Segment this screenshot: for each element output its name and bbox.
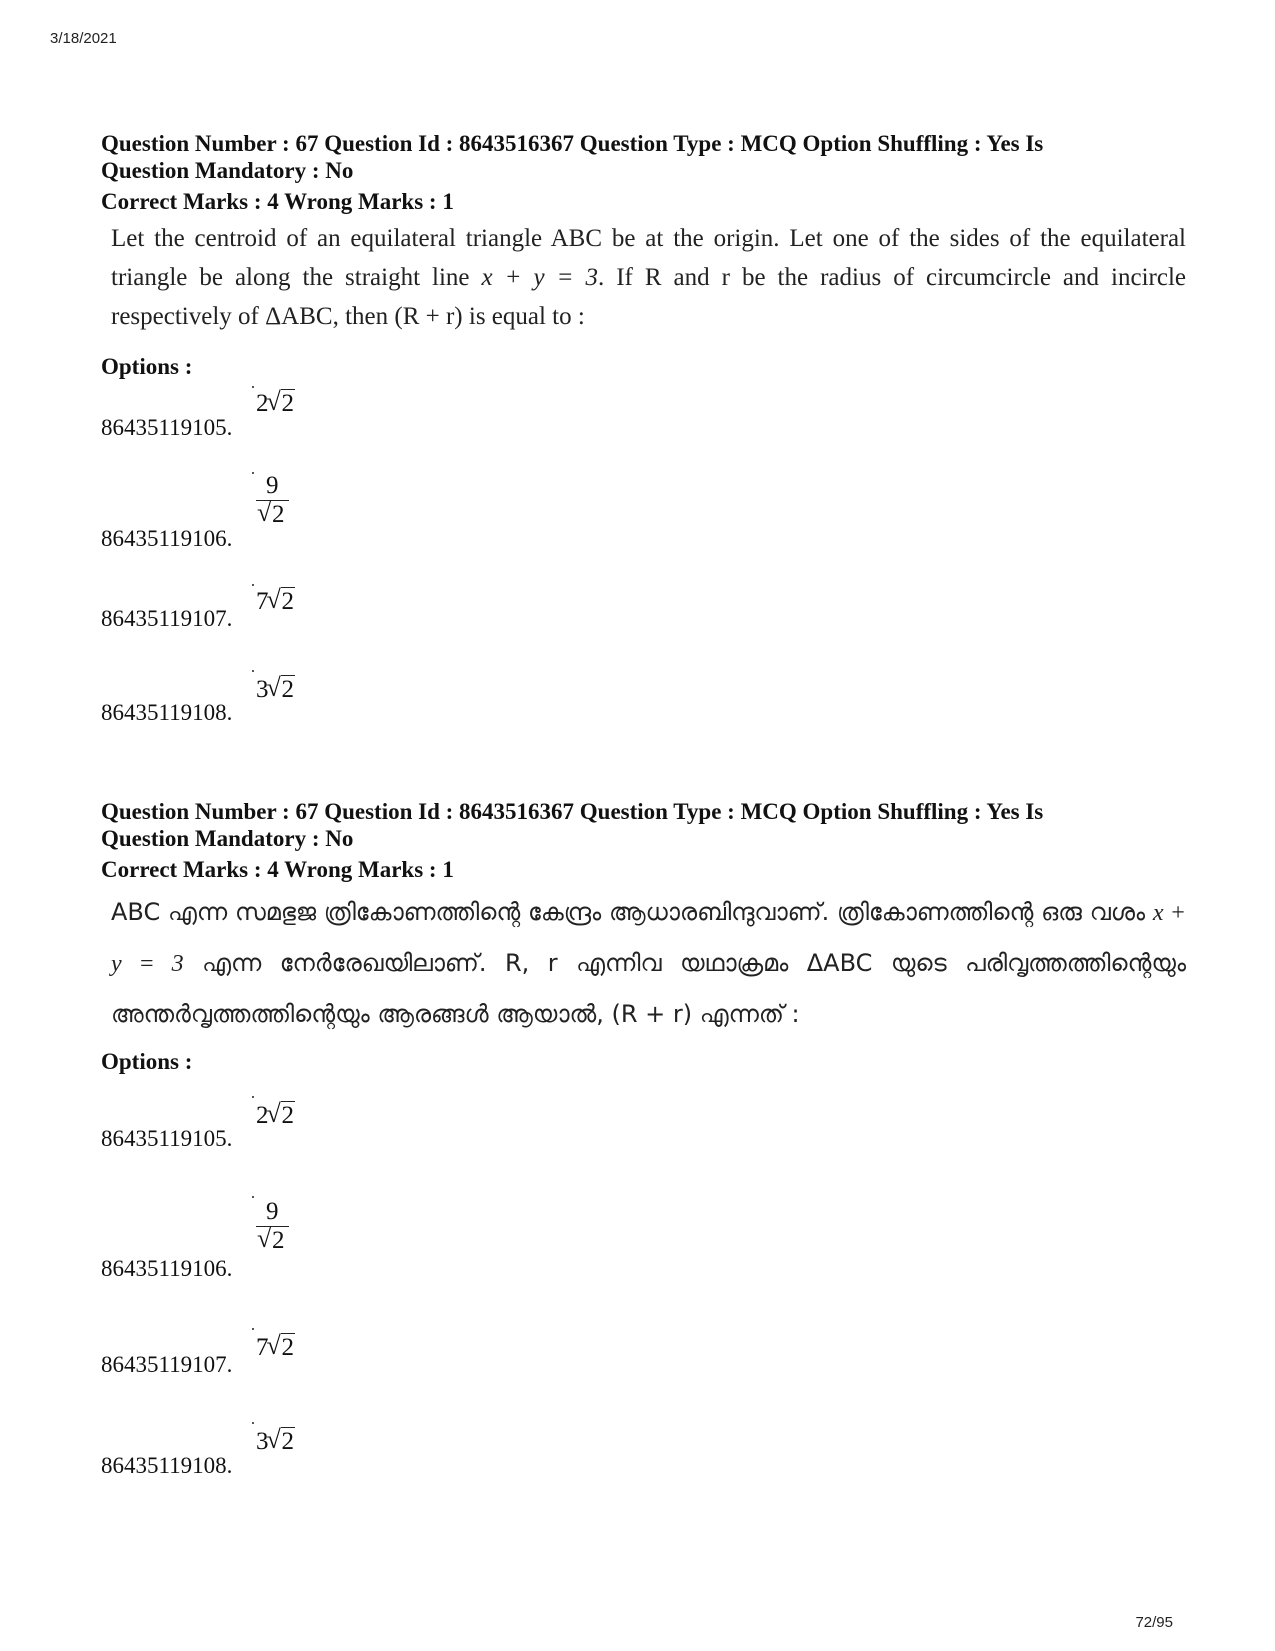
option-id: 86435119105. bbox=[101, 415, 233, 440]
option-math: 3√ 2 bbox=[256, 1428, 295, 1456]
sqrt-symbol: √ 2 bbox=[259, 1227, 286, 1255]
meta-line-3: Correct Marks : 4 Wrong Marks : 1 bbox=[101, 189, 454, 214]
option-id: 86435119105. bbox=[101, 1126, 233, 1151]
option-math: 7√ 2 bbox=[256, 588, 295, 616]
option-id: 86435119106. bbox=[101, 526, 233, 551]
options-label: Options : bbox=[101, 354, 193, 379]
question-meta bbox=[101, 798, 1181, 883]
option-math: 2√ 2 bbox=[256, 390, 295, 418]
option-math: 7√ 2 bbox=[256, 1334, 295, 1362]
sqrt-symbol: √ 2 bbox=[269, 1428, 296, 1456]
sqrt-symbol: √ 2 bbox=[269, 588, 296, 616]
question-equation: x + y = 3 bbox=[111, 900, 1186, 977]
print-date: 3/18/2021 bbox=[50, 30, 117, 47]
sqrt-symbol: √ 2 bbox=[259, 501, 286, 529]
question-block-malayalam bbox=[101, 798, 1186, 1075]
option-math: 3√ 2 bbox=[256, 676, 295, 704]
meta-line-1: Question Number : 67 Question Id : 8643516367 Question Type : MCQ Option Shuffling : Yes Is bbox=[101, 131, 1044, 156]
option-id: 86435119108. bbox=[101, 1453, 233, 1478]
option-id: 86435119106. bbox=[101, 1256, 233, 1281]
option-marker bbox=[252, 1096, 254, 1098]
options-label: Options : bbox=[101, 1049, 193, 1074]
meta-line-2: Question Mandatory : No bbox=[101, 826, 354, 851]
meta-line-1: Question Number : 67 Question Id : 8643516367 Question Type : MCQ Option Shuffling : Yes Is bbox=[101, 799, 1044, 824]
option-id: 86435119107. bbox=[101, 1352, 233, 1377]
question-text-part-2: . If R and r be the radius of circumcircle and incircle respectively of ΔABC, then (R + r) is equal to : bbox=[111, 264, 1186, 330]
option-math: 2√ 2 bbox=[256, 1102, 295, 1130]
sqrt-symbol: √ 2 bbox=[269, 1334, 296, 1362]
option-marker bbox=[252, 670, 254, 672]
fraction: 9 √ 2 bbox=[256, 1198, 289, 1255]
sqrt-symbol: √ 2 bbox=[269, 676, 296, 704]
question-block-english bbox=[101, 130, 1186, 380]
sqrt-symbol: √ 2 bbox=[269, 1102, 296, 1130]
question-meta bbox=[101, 130, 1181, 215]
sqrt-symbol: √ 2 bbox=[269, 390, 296, 418]
option-marker bbox=[252, 472, 254, 474]
option-marker bbox=[252, 1422, 254, 1424]
option-id: 86435119108. bbox=[101, 700, 233, 725]
option-math bbox=[256, 1198, 289, 1255]
question-text bbox=[111, 887, 1186, 1039]
meta-line-3: Correct Marks : 4 Wrong Marks : 1 bbox=[101, 857, 454, 882]
meta-line-2: Question Mandatory : No bbox=[101, 158, 354, 183]
fraction: 9 √ 2 bbox=[256, 472, 289, 529]
option-math bbox=[256, 472, 289, 529]
option-marker bbox=[252, 386, 254, 388]
option-id: 86435119107. bbox=[101, 606, 233, 631]
question-equation: x + y = 3 bbox=[481, 264, 598, 291]
question-text-part-1: Let the centroid of an equilateral triangle ABC be at the origin. Let one of the sides of the equilateral triangle be along the straight line bbox=[111, 225, 1186, 291]
question-text-part-2: എന്ന നേർരേഖയിലാണ്. R, r എന്നിവ യഥാക്രമം ΔABC യുടെ പരിവൃത്തത്തിന്റെയും അന്തർവൃത്തത്തിന്റെയും ആരങ്ങൾ ആയാൽ, (R + r) എന്നത് : bbox=[111, 949, 1186, 1028]
option-marker bbox=[252, 1328, 254, 1330]
option-marker bbox=[252, 1196, 254, 1198]
question-text bbox=[111, 219, 1186, 336]
page-number: 72/95 bbox=[1135, 1614, 1173, 1631]
question-text-part-1: ABC എന്ന സമഭുജ ത്രികോണത്തിന്റെ കേന്ദ്രം ആധാരബിന്ദുവാണ്. ത്രികോണത്തിന്റെ ഒരു വശം bbox=[111, 898, 1153, 926]
option-marker bbox=[252, 584, 254, 586]
